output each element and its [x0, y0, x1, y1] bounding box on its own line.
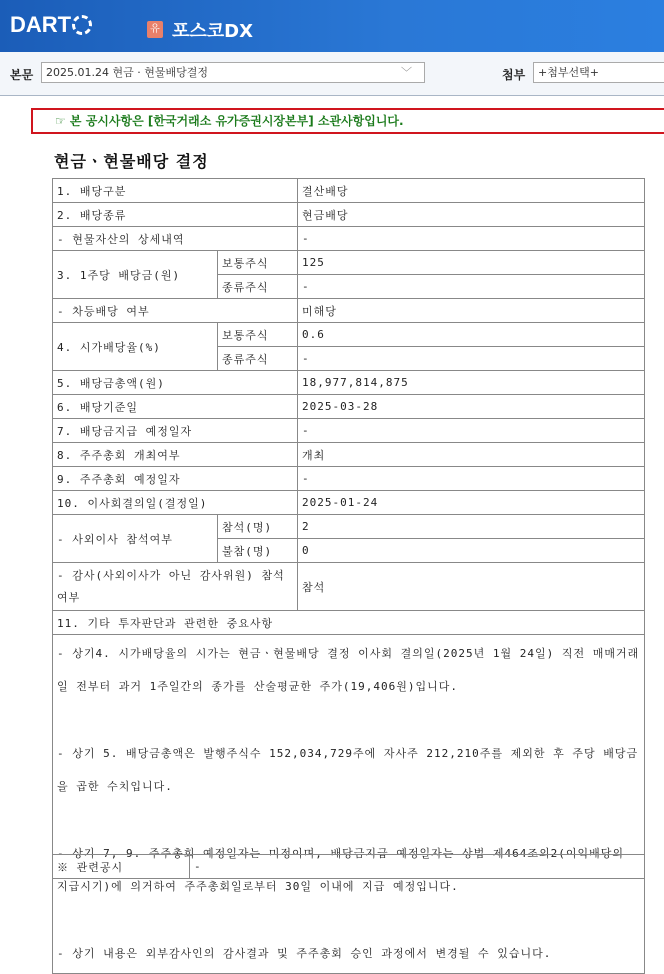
table-row: [53, 251, 645, 275]
row-value: -: [190, 855, 645, 879]
row-value: -: [298, 347, 645, 371]
row-value: -: [298, 227, 645, 251]
attach-label: 첨부: [502, 68, 526, 82]
row-label: 8. 주주총회 개최여부: [53, 443, 298, 467]
attach-value: +첨부선택+: [538, 66, 599, 79]
document-toolbar: [0, 52, 664, 96]
page-title: 현금ㆍ현물배당 결정: [54, 152, 209, 171]
sub-label: 보통주식: [218, 251, 298, 275]
chevron-down-icon: ﹀: [401, 66, 412, 79]
table-row: [53, 515, 645, 539]
table-row: [53, 611, 645, 635]
table-row: [53, 371, 645, 395]
row-value: 0.6: [298, 323, 645, 347]
row-value: 2025-01-24: [298, 491, 645, 515]
row-label: - 차등배당 여부: [53, 299, 298, 323]
market-badge: 유: [147, 21, 163, 38]
note-text: - 상기 7, 9. 주주총회 예정일자는 미정이며, 배당금지급 예정일자는 상법 제464조의2(이익배당의 지급시기)에 의거하여 주주총회일로부터 30일 이내에 지급 예정입니다.: [57, 847, 624, 893]
table-row: [53, 299, 645, 323]
row-value: 125: [298, 251, 645, 275]
table-row: [53, 467, 645, 491]
sub-label: 종류주식: [218, 347, 298, 371]
table-row: [53, 563, 645, 611]
row-label: - 현물자산의 상세내역: [53, 227, 298, 251]
row-label: 3. 1주당 배당금(원): [53, 251, 218, 299]
row-label: 5. 배당금총액(원): [53, 371, 298, 395]
sub-label: 참석(명): [218, 515, 298, 539]
dart-logo[interactable]: DART: [10, 12, 92, 38]
sub-label: 불참(명): [218, 539, 298, 563]
table-row: [53, 179, 645, 203]
jurisdiction-notice: ☞ 본 공시사항은 [한국거래소 유가증권시장본부] 소관사항입니다.: [31, 108, 664, 134]
table-row: [53, 443, 645, 467]
row-value: 결산배당: [298, 179, 645, 203]
table-row: [53, 203, 645, 227]
table-row: [53, 635, 645, 974]
main-doc-select[interactable]: [41, 62, 425, 83]
table-row: [53, 323, 645, 347]
row-value: 0: [298, 539, 645, 563]
note-text: - 상기 5. 배당금총액은 발행주식수 152,034,729주에 자사주 212,210주를 제외한 후 주당 배당금을 곱한 수치입니다.: [57, 747, 639, 793]
row-value: 개최: [298, 443, 645, 467]
row-label: ※ 관련공시: [53, 855, 190, 879]
table-row: [53, 855, 645, 879]
row-value: -: [298, 467, 645, 491]
row-value: -: [298, 419, 645, 443]
attach-select[interactable]: [533, 62, 664, 83]
row-label: - 사외이사 참석여부: [53, 515, 218, 563]
notes-cell: [53, 635, 645, 974]
row-label: 4. 시가배당율(%): [53, 323, 218, 371]
row-value: -: [298, 275, 645, 299]
note-text: - 상기4. 시가배당율의 시가는 현금ㆍ현물배당 결정 이사회 결의일(2025년 1월 24일) 직전 매매거래일 전부터 과거 1주일간의 종가를 산술평균한 주가(19,406원)입니다.: [57, 647, 640, 693]
row-label: 6. 배당기준일: [53, 395, 298, 419]
row-value: 2: [298, 515, 645, 539]
row-value: 18,977,814,875: [298, 371, 645, 395]
row-label: 1. 배당구분: [53, 179, 298, 203]
main-doc-value: 2025.01.24 현금 · 현물배당결정: [46, 66, 208, 79]
section-heading: 11. 기타 투자판단과 관련한 중요사항: [53, 611, 645, 635]
row-value: 참석: [298, 563, 645, 611]
sub-label: 보통주식: [218, 323, 298, 347]
table-row: [53, 419, 645, 443]
row-label: 10. 이사회결의일(결정일): [53, 491, 298, 515]
header: [0, 0, 664, 52]
row-label: - 감사(사외이사가 아닌 감사위원) 참석여부: [53, 563, 298, 611]
row-value: 현금배당: [298, 203, 645, 227]
row-label: 2. 배당종류: [53, 203, 298, 227]
row-value: 미해당: [298, 299, 645, 323]
table-row: [53, 227, 645, 251]
table-row: [53, 395, 645, 419]
table-row: [53, 491, 645, 515]
row-label: 9. 주주총회 예정일자: [53, 467, 298, 491]
related-table: [52, 854, 645, 879]
row-value: 2025-03-28: [298, 395, 645, 419]
company-name: 포스코DX: [172, 21, 253, 42]
row-label: 7. 배당금지급 예정일자: [53, 419, 298, 443]
main-doc-label: 본문: [10, 68, 34, 82]
note-text: - 상기 내용은 외부감사인의 감사결과 및 주주총회 승인 과정에서 변경될 수 있습니다.: [57, 947, 552, 960]
sub-label: 종류주식: [218, 275, 298, 299]
